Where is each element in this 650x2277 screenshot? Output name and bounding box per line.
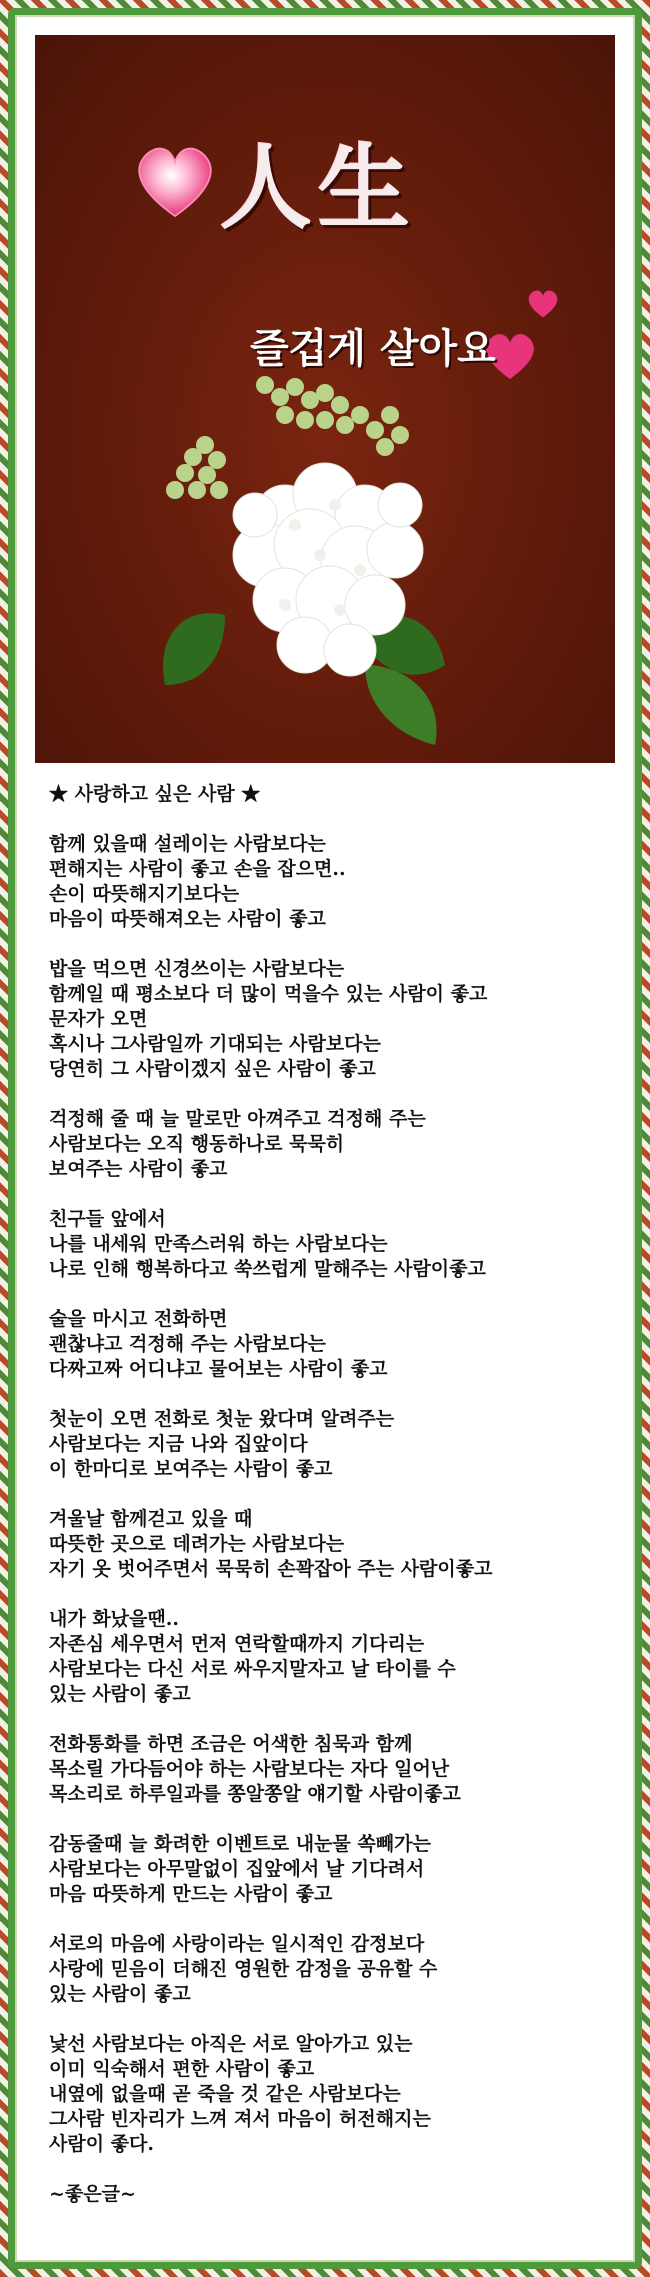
poem-line: 따뜻한 곳으로 데려가는 사람보다는 <box>49 1533 345 1555</box>
stanza <box>49 1407 619 1482</box>
poem-line: 자기 옷 벗어주면서 묵묵히 손꽉잡아 주는 사람이좋고 <box>49 1558 493 1580</box>
stanza <box>49 1732 619 1807</box>
poem-line: 나로 인해 행복하다고 쑥쓰럽게 말해주는 사람이좋고 <box>49 1258 486 1280</box>
poem-line: 내가 화났을땐.. <box>49 1608 179 1630</box>
poem-line: 사람보다는 다신 서로 싸우지말자고 날 타이를 수 <box>49 1658 456 1680</box>
hero-title: 人生 <box>220 135 417 242</box>
poem-line: 걱정해 줄 때 늘 말로만 아껴주고 걱정해 주는 <box>49 1108 426 1130</box>
poem-line: 사람보다는 지금 나와 집앞이다 <box>49 1433 308 1455</box>
poem-line: 목소리로 하루일과를 쫑알쫑알 얘기할 사람이좋고 <box>49 1783 461 1805</box>
poem-line: 감동줄때 늘 화려한 이벤트로 내눈물 쏙빼가는 <box>49 1833 431 1855</box>
poem-line: 전화통화를 하면 조금은 어색한 침묵과 함께 <box>49 1733 413 1755</box>
poem-line: 그사람 빈자리가 느껴 져서 마음이 허전해지는 <box>49 2108 431 2130</box>
poem-line: 다짜고짜 어디냐고 물어보는 사람이 좋고 <box>49 1358 388 1380</box>
poem-title: ★ 사랑하고 싶은 사람 ★ <box>49 783 261 805</box>
poem-line: 마음이 따뜻해져오는 사람이 좋고 <box>49 908 326 930</box>
stanza <box>49 1207 619 1282</box>
poem-line: 겨울날 함께걷고 있을 때 <box>49 1508 253 1530</box>
content-panel <box>15 15 635 2262</box>
stanza <box>49 1307 619 1382</box>
poem-line: 낯선 사람보다는 아직은 서로 알아가고 있는 <box>49 2033 413 2055</box>
poem-line: 첫눈이 오면 전화로 첫눈 왔다며 알려주는 <box>49 1408 395 1430</box>
flower-image <box>145 365 505 759</box>
heart-icon <box>130 135 220 225</box>
poem-line: 편해지는 사람이 좋고 손을 잡으면.. <box>49 858 346 880</box>
stanza <box>49 2032 619 2157</box>
poem-line: 사람보다는 오직 행동하나로 묵묵히 <box>49 1133 345 1155</box>
poem-line: 마음 따뜻하게 만드는 사람이 좋고 <box>49 1883 333 1905</box>
stanza <box>49 1832 619 1907</box>
poem-line: 사랑에 믿음이 더해진 영원한 감정을 공유할 수 <box>49 1958 438 1980</box>
poem-line: 나를 내세워 만족스러워 하는 사람보다는 <box>49 1233 388 1255</box>
poem-line: 함께 있을때 설레이는 사람보다는 <box>49 833 326 855</box>
poem-line: 친구들 앞에서 <box>49 1208 166 1230</box>
poem <box>49 782 619 2207</box>
stanza <box>49 1607 619 1707</box>
poem-line: 사람이 좋다. <box>49 2133 154 2155</box>
poem-line: 이미 익숙해서 편한 사람이 좋고 <box>49 2058 315 2080</box>
poem-line: 사람보다는 아무말없이 집앞에서 날 기다려서 <box>49 1858 425 1880</box>
poem-line: 이 한마디로 보여주는 사람이 좋고 <box>49 1458 333 1480</box>
poem-line: 서로의 마음에 사랑이라는 일시적인 감정보다 <box>49 1933 425 1955</box>
poem-line: 밥을 먹으면 신경쓰이는 사람보다는 <box>49 958 345 980</box>
decorative-frame <box>8 8 642 2269</box>
hero-subtitle: 즐겁게 살아요 <box>250 326 496 372</box>
poem-line: 괜찮냐고 걱정해 주는 사람보다는 <box>49 1333 326 1355</box>
poem-line: 손이 따뜻해지기보다는 <box>49 883 240 905</box>
poem-line: 내옆에 없을때 곧 죽을 것 같은 사람보다는 <box>49 2083 401 2105</box>
poem-line: 자존심 세우면서 먼저 연락할때까지 기다리는 <box>49 1633 425 1655</box>
poem-line: 함께일 때 평소보다 더 많이 먹을수 있는 사람이 좋고 <box>49 983 488 1005</box>
hero-image <box>35 35 615 763</box>
poem-line: 문자가 오면 <box>49 1008 148 1030</box>
stanza <box>49 1107 619 1182</box>
stanza <box>49 1507 619 1582</box>
poem-line: 보여주는 사람이 좋고 <box>49 1158 228 1180</box>
poem-line: 목소릴 가다듬어야 하는 사람보다는 자다 일어난 <box>49 1758 450 1780</box>
poem-line: 있는 사람이 좋고 <box>49 1683 191 1705</box>
poem-line: 당연히 그 사람이겠지 싶은 사람이 좋고 <box>49 1058 376 1080</box>
stanza <box>49 1932 619 2007</box>
poem-line: 술을 마시고 전화하면 <box>49 1308 228 1330</box>
heart-icon <box>525 285 561 321</box>
stanza <box>49 957 619 1082</box>
stanza <box>49 832 619 932</box>
poem-line: 혹시나 그사람일까 기대되는 사람보다는 <box>49 1033 381 1055</box>
poem-line: 있는 사람이 좋고 <box>49 1983 191 2005</box>
poem-signature: ~좋은글~ <box>49 2183 136 2205</box>
